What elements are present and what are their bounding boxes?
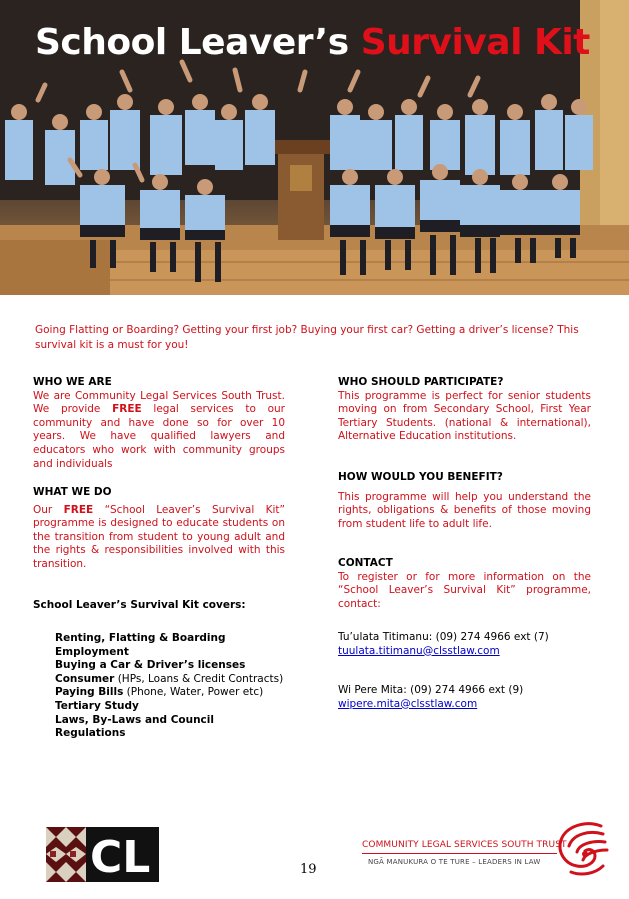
hero-title <box>35 22 590 63</box>
covers-item-bold: Employment <box>55 645 129 658</box>
covers-item-bold: Renting, Flatting & Boarding <box>55 632 226 644</box>
contact-person-email[interactable]: wipere.mita@clsstlaw.com <box>338 697 478 710</box>
koru-logo-icon <box>551 818 611 880</box>
contact-section <box>338 557 591 611</box>
covers-item <box>55 686 287 700</box>
covers-heading: School Leaver’s Survival Kit covers: <box>33 599 246 611</box>
contact-person-name: Wi Pere Mita: (09) 274 4966 ext (9) <box>338 684 524 696</box>
covers-item-bold: Tertiary Study <box>55 699 139 712</box>
covers-item-bold: Buying a Car & Driver’s licenses <box>55 659 246 672</box>
who-we-are-heading: WHO WE ARE <box>33 376 112 388</box>
what-we-do-text-1: Our <box>33 503 53 516</box>
covers-heading-wrap <box>33 599 285 613</box>
covers-item-bold: Consumer <box>55 672 115 685</box>
covers-item <box>55 714 287 741</box>
covers-item <box>55 700 287 714</box>
covers-item-bold: Paying Bills <box>55 686 124 699</box>
who-we-are-section <box>33 376 285 471</box>
contact-person <box>338 631 591 658</box>
intro-text: Going Flatting or Boarding? Getting your first job? Buying your first car? Getting a driver’s license? This survival kit is a must for you! <box>35 324 579 351</box>
cl-logo <box>46 827 159 882</box>
what-we-do-text <box>33 504 285 572</box>
who-we-are-text <box>33 390 285 472</box>
who-should-section <box>338 376 591 444</box>
what-we-do-text-2: “School Leaver’s Survival Kit” programme is designed to educate students on the transition from student to young adult and the rights & responsibilities involved with this transition. <box>33 503 285 570</box>
covers-item-detail: (Phone, Water, Power etc) <box>123 686 264 699</box>
covers-item <box>55 659 287 673</box>
what-we-do-free: FREE <box>63 503 94 516</box>
covers-item-bold: Laws, By-Laws and Council Regulations <box>55 713 214 740</box>
who-we-are-text-1: We are Community Legal Services South Trust. We provide <box>33 389 285 416</box>
contact-person-email[interactable]: tuulata.titimanu@clsstlaw.com <box>338 644 500 657</box>
contact-text: To register or for more information on the “School Leaver’s Survival Kit” programme, contact: <box>338 570 591 610</box>
benefit-heading: HOW WOULD YOU BENEFIT? <box>338 471 503 483</box>
what-we-do-heading: WHAT WE DO <box>33 486 112 498</box>
covers-item <box>55 646 287 660</box>
who-should-text: This programme is perfect for senior students moving on from Secondary School, First Year Tertiary Students. (national & international), Alternative Education institutions. <box>338 389 591 443</box>
title-red: Survival Kit <box>360 22 590 63</box>
what-we-do-section <box>33 486 285 572</box>
who-should-heading: WHO SHOULD PARTICIPATE? <box>338 376 504 388</box>
contact-heading: CONTACT <box>338 557 393 569</box>
who-we-are-text-2: legal services to our community and have done so for over 10 years. We have qualified lawyers and educators who work with community groups and individuals <box>33 403 285 470</box>
who-we-are-free: FREE <box>112 403 142 416</box>
org-tagline: NGĀ MANUKURA O TE TURE – LEADERS IN LAW <box>368 858 541 866</box>
page-number: 19 <box>300 862 317 877</box>
covers-item <box>55 673 287 687</box>
covers-item-detail: (HPs, Loans & Credit Contracts) <box>114 672 284 685</box>
org-divider <box>362 853 557 854</box>
title-white: School Leaver’s <box>35 22 349 63</box>
cl-logo-text: CL <box>90 832 151 882</box>
covers-item <box>55 632 287 646</box>
hero-photo <box>0 0 629 295</box>
benefit-text: This programme will help you understand the rights, obligations & benefits of those moving from student life to adult life. <box>338 490 591 530</box>
contact-person <box>338 684 591 711</box>
benefit-section <box>338 471 591 531</box>
cl-logo-graphic <box>46 827 159 882</box>
contact-person-name: Tu’ulata Titimanu: (09) 274 4966 ext (7) <box>338 631 549 643</box>
covers-list <box>55 632 287 741</box>
org-name: COMMUNITY LEGAL SERVICES SOUTH TRUST <box>362 840 567 850</box>
